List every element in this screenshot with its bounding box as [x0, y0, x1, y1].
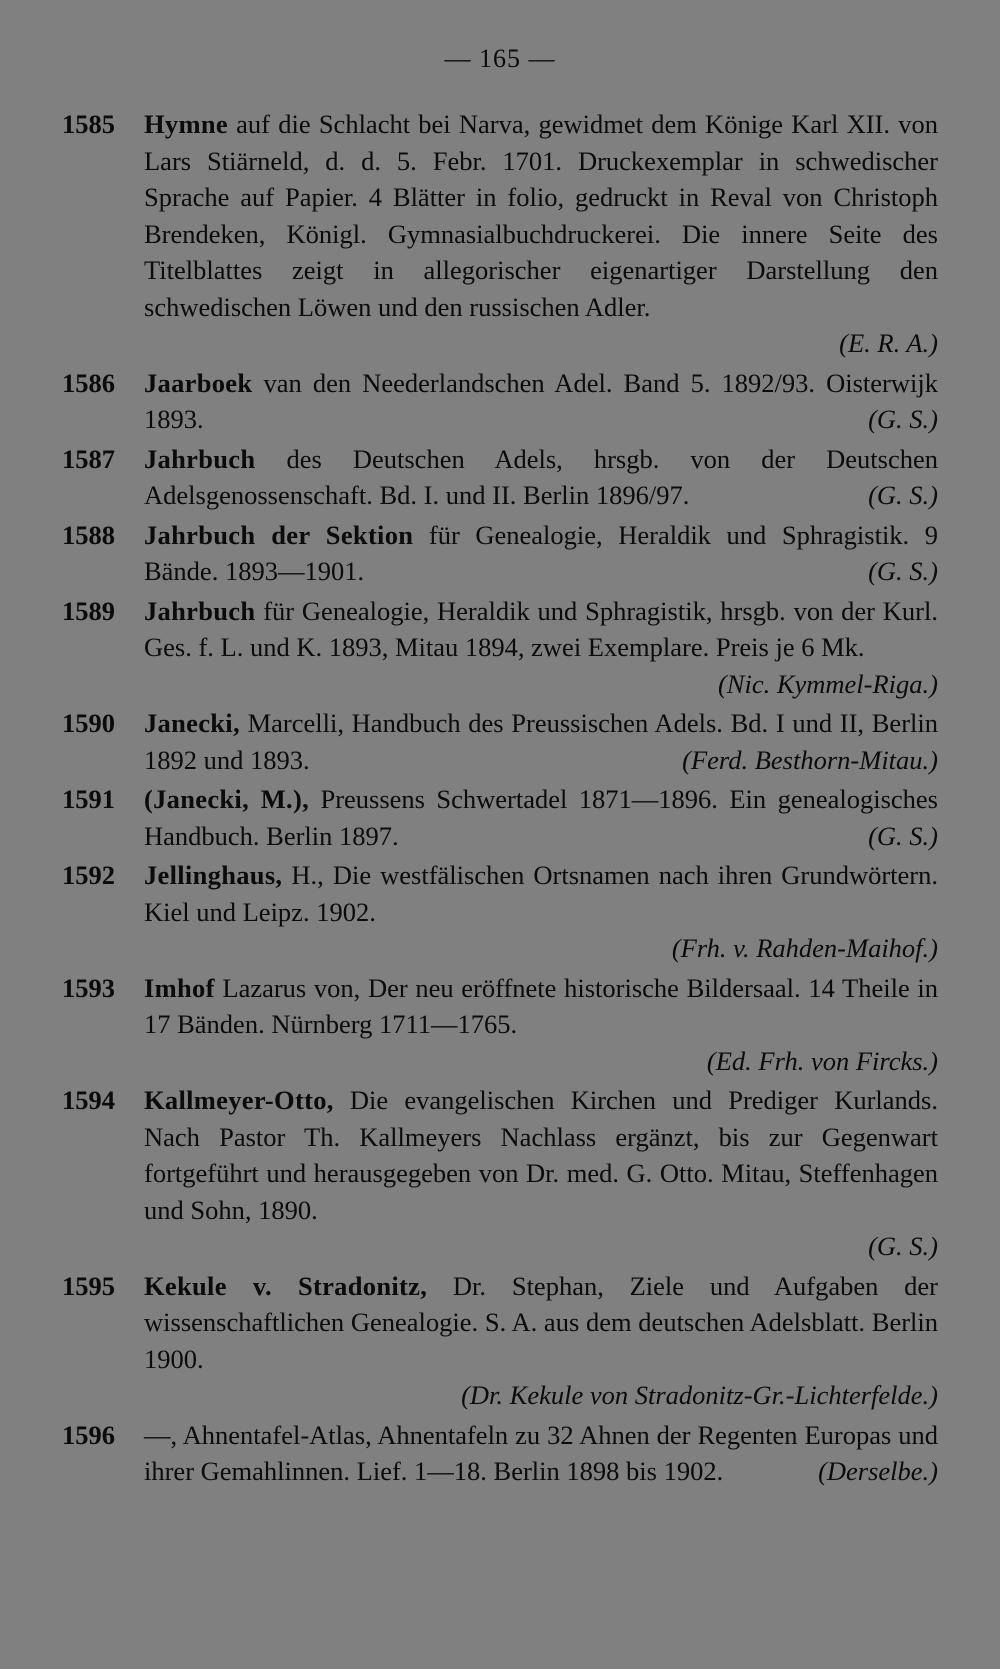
entry-text: Die evangelischen Kirchen und Prediger Kurlands. Nach Pastor Th. Kallmeyers Nachlass ergänzt, bis zur Gegenwart fortgeführt und herausgegeben von Dr. med. G. Otto. Mitau, Steffenhagen und Sohn, 1890.: [144, 1085, 938, 1225]
entry-lead-term: Jaarboek: [144, 367, 253, 398]
entry-body: [144, 705, 938, 778]
bibliography-entry: [62, 593, 938, 703]
entry-source: (Dr. Kekule von Stradonitz-Gr.-Lichterfelde.): [461, 1380, 938, 1410]
entry-body: [144, 1417, 938, 1490]
entry-number: 1585: [62, 109, 115, 139]
entry-number: 1588: [62, 519, 115, 550]
bibliography-entry: [62, 781, 938, 854]
entry-body: [144, 1082, 938, 1265]
entry-body: [144, 517, 938, 590]
entry-lead-term: Jahrbuch: [144, 443, 256, 474]
entry-text: van den Neederlandschen Adel. Band 5. 1892/93. Oisterwijk 1893.: [144, 367, 938, 434]
entry-lead-term: Jahrbuch der Sektion: [144, 519, 414, 550]
entry-source: (G. S.): [868, 820, 938, 851]
bibliography-list: [62, 106, 938, 1493]
entry-text: für Genealogie, Heraldik und Sphragistik, hrsgb. von der Kurl. Ges. f. L. und K. 1893, Mitau 1894, zwei Exemplare. Preis je 6 Mk.: [144, 595, 938, 662]
entry-body: [144, 593, 938, 703]
entry-text: des Deutschen Adels, hrsgb. von der Deutschen Adelsgenossenschaft. Bd. I. und II. Berlin 1896/97.: [144, 443, 938, 510]
entry-text: —, Ahnentafel-Atlas, Ahnentafeln zu 32 Ahnen der Regenten Europas und ihrer Gemahlinnen. Lief. 1—18. Berlin 1898 bis 1902.: [144, 1419, 938, 1486]
entry-lead-term: Janecki,: [144, 708, 240, 738]
entry-body: [144, 106, 938, 362]
bibliography-entry: [62, 970, 938, 1080]
entry-source: (E. R. A.): [839, 328, 938, 358]
bibliography-entry: [62, 1268, 938, 1414]
entry-source: (Nic. Kymmel-Riga.): [717, 668, 938, 699]
entry-body: [144, 441, 938, 514]
bibliography-entry: [62, 705, 938, 778]
bibliography-entry: [62, 365, 938, 438]
entry-number: 1590: [62, 708, 115, 738]
entry-lead-term: (Janecki, M.),: [144, 784, 310, 814]
entry-lead-term: Imhof: [144, 972, 215, 1003]
entry-number: 1595: [62, 1270, 115, 1301]
entry-text: Marcelli, Handbuch des Preussischen Adels. Bd. I und II, Berlin 1892 und 1893.: [144, 708, 938, 775]
entry-source: (Ferd. Besthorn-Mitau.): [682, 744, 938, 775]
entry-source: (G. S.): [868, 556, 938, 586]
entry-source: (G. S.): [868, 480, 938, 510]
entry-number: 1593: [62, 972, 115, 1003]
page-number: — 165 —: [444, 44, 556, 73]
entry-lead-term: Kekule v. Stradonitz,: [144, 1270, 428, 1301]
entry-source: (G. S.): [868, 404, 938, 434]
bibliography-entry: [62, 517, 938, 590]
entry-number: 1586: [62, 367, 115, 398]
entry-number: 1594: [62, 1085, 115, 1115]
bibliography-entry: [62, 857, 938, 967]
entry-source: (Ed. Frh. von Fircks.): [706, 1045, 938, 1076]
entry-body: [144, 857, 938, 967]
entry-lead-term: Jahrbuch: [144, 595, 256, 626]
entry-text: Preussens Schwertadel 1871—1896. Ein genealogisches Handbuch. Berlin 1897.: [144, 784, 938, 851]
entry-body: [144, 1268, 938, 1414]
entry-number: 1592: [62, 860, 115, 890]
entry-number: 1591: [62, 784, 115, 814]
entry-text: Dr. Stephan, Ziele und Aufgaben der wissenschaftlichen Genealogie. S. A. aus dem deutschen Adelsblatt. Berlin 1900.: [144, 1270, 938, 1374]
entry-body: [144, 365, 938, 438]
entry-text: H., Die westfälischen Ortsnamen nach ihren Grundwörtern. Kiel und Leipz. 1902.: [144, 860, 938, 927]
entry-source: (Derselbe.): [818, 1456, 938, 1486]
entry-lead-term: Jellinghaus,: [144, 860, 283, 890]
entry-text: für Genealogie, Heraldik und Sphragistik. 9 Bände. 1893—1901.: [144, 519, 938, 586]
entry-number: 1589: [62, 595, 115, 626]
entry-number: 1587: [62, 443, 115, 474]
entry-source: (G. S.): [868, 1231, 938, 1261]
entry-lead-term: Kallmeyer-Otto,: [144, 1085, 334, 1115]
entry-body: [144, 970, 938, 1080]
entry-text: auf die Schlacht bei Narva, gewidmet dem Könige Karl XII. von Lars Stiärneld, d. d. 5. Febr. 1701. Druckexemplar in schwedischer Sprache auf Papier. 4 Blätter in folio, gedruckt in Reval von Christoph Brendeken, Königl. Gymnasialbuchdruckerei. Die innere Seite des Titelblattes zeigt in allegorischer eigenartiger Darstellung den schwedischen Löwen und den russischen Adler.: [144, 109, 938, 322]
bibliography-entry: [62, 106, 938, 362]
entry-text: Lazarus von, Der neu eröffnete historische Bildersaal. 14 Theile in 17 Bänden. Nürnberg 1711—1765.: [144, 972, 938, 1039]
entry-lead-term: Hymne: [144, 109, 228, 139]
entry-body: [144, 781, 938, 854]
bibliography-entry: [62, 1082, 938, 1265]
bibliography-entry: [62, 1417, 938, 1490]
entry-number: 1596: [62, 1419, 115, 1450]
bibliography-entry: [62, 441, 938, 514]
entry-source: (Frh. v. Rahden-Maihof.): [671, 933, 938, 963]
